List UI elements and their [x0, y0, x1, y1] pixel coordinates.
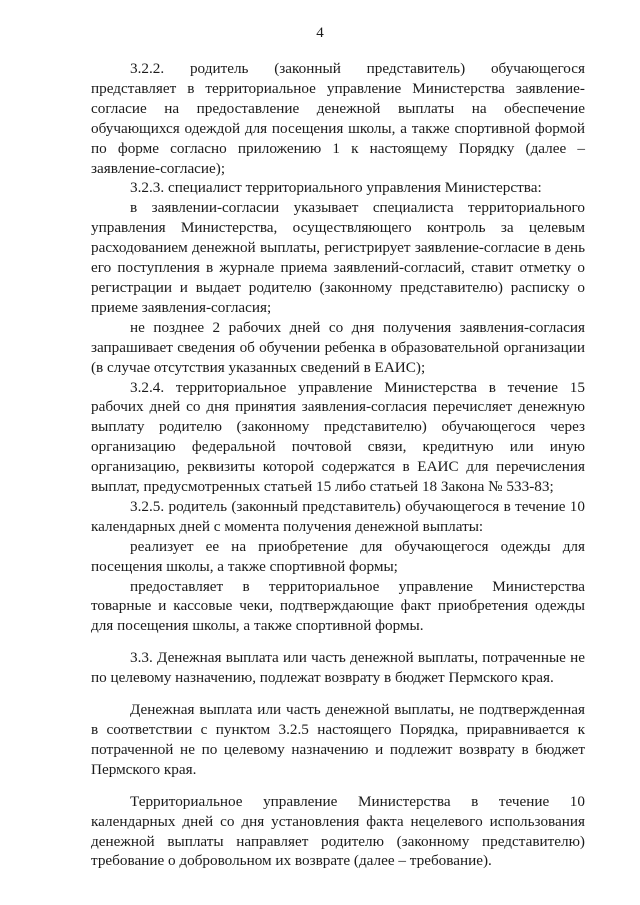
paragraph-receipts: предоставляет в территориальное управление Министерства товарные и кассовые чеки, подтверждающие факт приобретения одежды для посещения школы, а также спортивной формы.	[91, 577, 585, 635]
paragraph-unconfirmed: Денежная выплата или часть денежной выплаты, не подтвержденная в соответствии с пунктом 3.2.5 настоящего Порядка, приравнивается к потраченной не по целевому назначению и подлежит возврату в бюджет Пермского края.	[91, 701, 585, 778]
document-body	[91, 59, 585, 871]
paragraph-purchase: реализует ее на приобретение для обучающегося одежды для посещения школы, а также спортивной формы;	[91, 537, 585, 575]
paragraph-3-2-4: 3.2.4. территориальное управление Министерства в течение 15 рабочих дней со дня принятия заявления-согласия перечисляет денежную выплату родителю (законному представителю) обучающегося через организацию федеральной почтовой связи, кредитную или иную организацию, реквизиты которой содержатся в ЕАИС для перечисления выплат, предусмотренных статьей 15 либо статьей 18 Закона № 533-83;	[91, 378, 585, 496]
paragraph-3-2-3: 3.2.3. специалист территориального управления Министерства:	[130, 179, 542, 197]
paragraph-3-2-2: 3.2.2. родитель (законный представитель) обучающегося представляет в территориальное управление Министерства заявление-согласие на предоставление денежной выплаты на обеспечение обучающихся одеждой для посещения школы, а также спортивной формой по форме согласно приложению 1 к настоящему Порядку (далее – заявление-согласие);	[91, 60, 585, 177]
paragraph-request-info: не позднее 2 рабочих дней со дня получения заявления-согласия запрашивает сведения об обучении ребенка в образовательной организации (в случае отсутствия указанных сведений в ЕАИС);	[91, 318, 585, 376]
paragraph-3-2-5: 3.2.5. родитель (законный представитель) обучающегося в течение 10 календарных дней с момента получения денежной выплаты:	[91, 497, 585, 535]
paragraph-specialist-duties: в заявлении-согласии указывает специалиста территориального управления Министерства, осуществляющего контроль за целевым расходованием денежной выплаты, регистрирует заявление-согласие в день его поступления в журнале приема заявлений-согласий, ставит отметку о регистрации и выдает родителю (законному представителю) расписку о приеме заявления-согласия;	[91, 199, 585, 316]
paragraph-3-3: 3.3. Денежная выплата или часть денежной выплаты, потраченные не по целевому назначению, подлежат возврату в бюджет Пермского края.	[91, 649, 585, 687]
paragraph-demand: Территориальное управление Министерства в течение 10 календарных дней со дня установления факта нецелевого использования денежной выплаты направляет родителю (законному представителю) требование о добровольном их возврате (далее – требование).	[91, 792, 585, 870]
page-number: 4	[316, 25, 324, 41]
